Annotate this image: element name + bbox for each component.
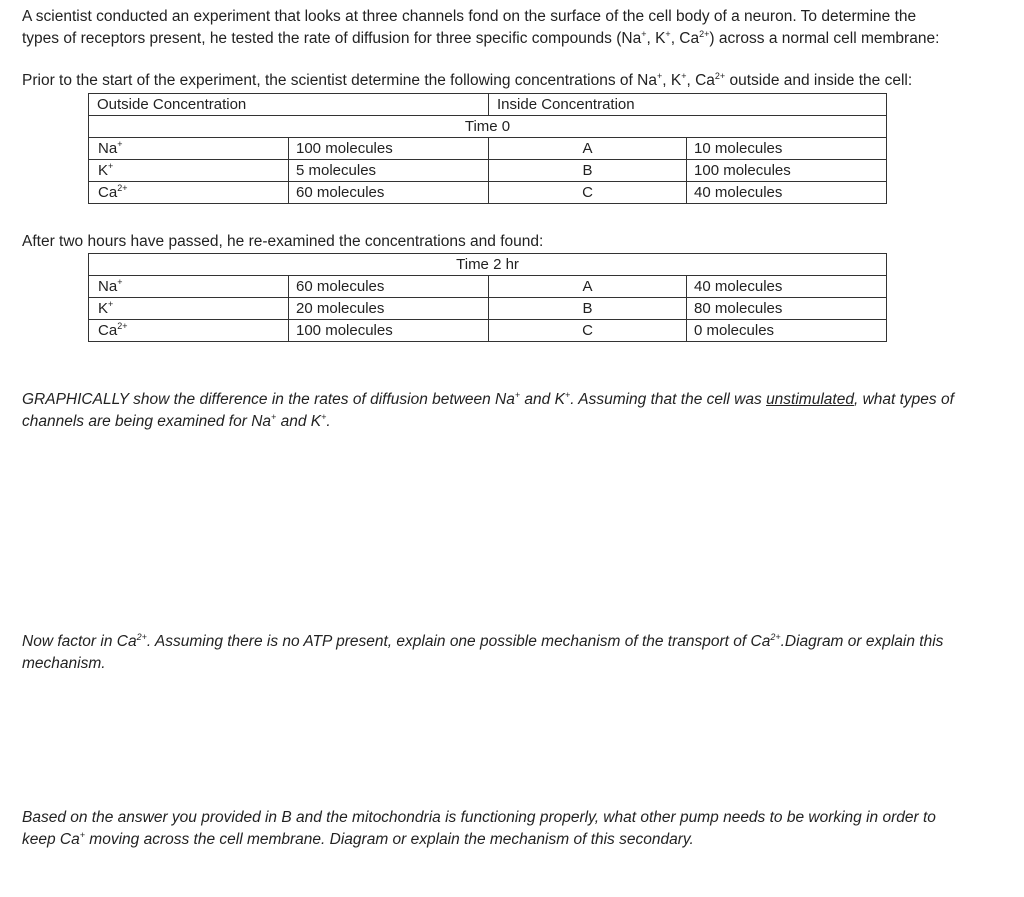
question-2-line-1: Now factor in $Ca^{2+}$. Assuming there is no ATP present, explain one possible mechanism of the transport of $Ca^{2+}.Diagram$ or explain this <box>22 631 944 650</box>
question-secondary-pump <box>22 807 936 851</box>
intro-line-2: types of receptors present, he tested the rate of diffusion for three specific compounds (Na+, K+, $Ca^{2+}$) across a normal cell membrane: <box>22 28 940 47</box>
outside-concentration-header: Outside Concentration <box>89 94 489 116</box>
intro-paragraph <box>22 6 939 50</box>
channel-label: A <box>489 276 687 298</box>
after-text: After two hours have passed, he re-examined the concentrations and found: <box>22 233 544 250</box>
table-row <box>89 320 887 342</box>
question-1-line-2: channels are being examined for Na+ and K+. <box>22 411 331 430</box>
time-row <box>89 254 887 276</box>
channel-label: C <box>489 320 687 342</box>
intro-line-1: A scientist conducted an experiment that looks at three channels fond on the surface of the cell body of a neuron. To determine the <box>22 8 917 25</box>
question-graphically <box>22 389 954 433</box>
inside-value: 40 molecules <box>687 182 887 204</box>
outside-value: 100 molecules <box>289 138 489 160</box>
inside-value: 0 molecules <box>687 320 887 342</box>
ion-cell: K+ <box>89 298 289 320</box>
question-2-line-2: mechanism. <box>22 655 106 672</box>
outside-value: 60 molecules <box>289 182 489 204</box>
outside-value: 5 molecules <box>289 160 489 182</box>
inside-value: 100 molecules <box>687 160 887 182</box>
question-calcium <box>22 631 943 675</box>
channel-label: B <box>489 160 687 182</box>
time-label: Time 0 <box>89 116 887 138</box>
ion-cell: Na+ <box>89 138 289 160</box>
question-1-line-1: GRAPHICALLY show the difference in the rates of diffusion between Na+ and K+. Assuming that the cell was unstimulated, what types of <box>22 389 954 408</box>
inside-concentration-header: Inside Concentration <box>489 94 887 116</box>
table-row <box>89 276 887 298</box>
channel-label: A <box>489 138 687 160</box>
table-row <box>89 160 887 182</box>
time-row <box>89 116 887 138</box>
time-label: Time 2 hr <box>89 254 887 276</box>
inside-value: 10 molecules <box>687 138 887 160</box>
ion-cell: Na+ <box>89 276 289 298</box>
table-row <box>89 182 887 204</box>
question-3-line-1: Based on the answer you provided in B and the mitochondria is functioning properly, what other pump needs to be working in order to <box>22 809 936 826</box>
table-header-row <box>89 94 887 116</box>
outside-value: 20 molecules <box>289 298 489 320</box>
inside-value: 80 molecules <box>687 298 887 320</box>
outside-value: 60 molecules <box>289 276 489 298</box>
ion-cell: $Ca^{2+}$ <box>89 320 289 342</box>
table-row <box>89 138 887 160</box>
inside-value: 40 molecules <box>687 276 887 298</box>
prior-text: Prior to the start of the experiment, the scientist determine the following concentrations of Na+, K+, $Ca^{2+}$ outside and inside the cell: <box>22 70 913 89</box>
table-row <box>89 298 887 320</box>
outside-value: 100 molecules <box>289 320 489 342</box>
ion-cell: K+ <box>89 160 289 182</box>
time0-table <box>88 93 887 204</box>
ion-cell: $Ca^{2+}$ <box>89 182 289 204</box>
time2hr-table <box>88 253 887 342</box>
question-3-line-2: keep Ca+ moving across the cell membrane. Diagram or explain the mechanism of this secondary. <box>22 829 694 848</box>
channel-label: B <box>489 298 687 320</box>
channel-label: C <box>489 182 687 204</box>
